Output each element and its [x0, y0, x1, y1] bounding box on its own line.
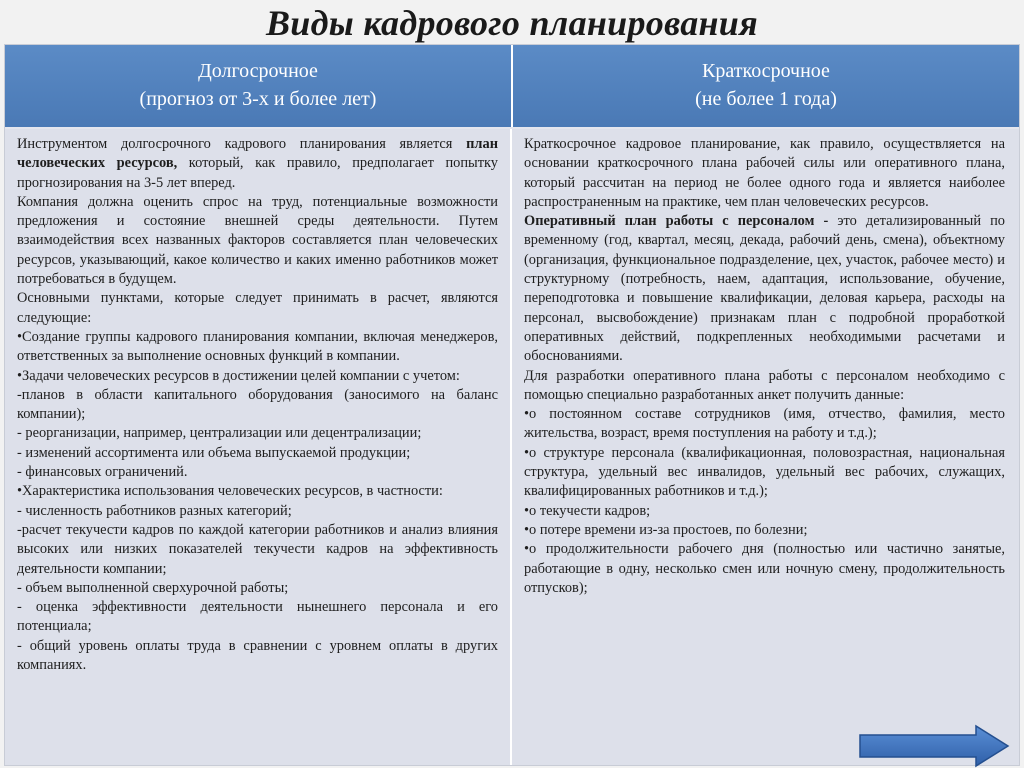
list-item: - численность работников разных категорий; — [17, 502, 292, 519]
table-header-row — [5, 45, 1019, 127]
table-body-row — [5, 129, 1019, 765]
column-header-title: Долгосрочное — [198, 60, 318, 82]
paragraph — [524, 212, 1005, 366]
comparison-table — [4, 44, 1020, 766]
list-item: •о потере времени из-за простоев, по болезни; — [524, 521, 808, 538]
text: Инструментом долгосрочного кадрового планирования является — [17, 136, 467, 152]
text: это детализированный по временному (год, квартал, месяц, декада, рабочий день, смена), объектному (организация, функциональное подразделение, цех, участок, рабочее место) и структурному (потребность, наем, адаптация, использование, обучение, переподготовка и повышение квалификации, деловая карьера, расходы на персонал, высвобождение) признакам план с подробной проработкой оперативных действий, подкрепленных необходимыми расчетами и обоснованиями. — [524, 213, 1005, 365]
column-header-long-term — [5, 45, 513, 127]
list-item: - объем выполненной сверхурочной работы; — [17, 579, 289, 596]
paragraph: Краткосрочное кадровое планирование, как правило, осуществляется на основании краткосрочного плана рабочей силы или оперативного плана, который рассчитан на период не более одного года и является наиболее распространенным на практике, чем план человеческих ресурсов. — [524, 136, 1005, 210]
text: который, как правило, предполагает попытку прогнозирования на 3-5 лет вперед. — [17, 155, 498, 191]
list-item: - общий уровень оплаты труда в сравнении с уровнем оплаты в других компаниях. — [17, 637, 498, 674]
list-item: •о текучести кадров; — [524, 502, 651, 519]
column-header-subtitle: (прогноз от 3-х и более лет) — [139, 88, 377, 110]
paragraph: Для разработки оперативного плана работы с персоналом необходимо с помощью специально разработанных анкет получить данные: — [524, 367, 1005, 403]
bold-text: план человеческих ресурсов, — [17, 136, 498, 172]
list-item: •о постоянном составе сотрудников (имя, отчество, фамилия, место жительства, возраст, время поступления на работу и т.д.); — [524, 406, 1005, 442]
paragraph: Компания должна оценить спрос на труд, потенциальные возможности предложения и состояние внешней среды деятельности. Путем взаимодействия всех названных факторов составляется план человеческих ресурсов, указывающий, какое количество и каких именно работников может потребоваться в будущем. — [17, 193, 498, 288]
list-item: - финансовых ограничений. — [17, 464, 188, 481]
slide-title: Виды кадрового планирования — [266, 3, 758, 43]
list-item: •Характеристика использования человеческих ресурсов, в частности: — [17, 483, 443, 500]
column-header-subtitle: (не более 1 года) — [695, 88, 837, 110]
column-header-title: Краткосрочное — [702, 60, 830, 82]
long-term-cell — [5, 129, 512, 765]
list-item: •Задачи человеческих ресурсов в достижении целей компании с учетом: — [17, 367, 460, 384]
list-item: •Создание группы кадрового планирования компании, включая менеджеров, ответственных за выполнение основных функций в компании. — [17, 328, 498, 365]
bold-text: Оперативный план работы с персоналом - — [524, 213, 829, 230]
right-arrow-shape — [858, 724, 1010, 768]
right-arrow-icon[interactable] — [858, 724, 1010, 768]
list-item: -планов в области капитального оборудования (заносимого на баланс компании); — [17, 386, 498, 423]
list-item: - реорганизации, например, централизации или децентрализации; — [17, 425, 422, 442]
list-item: - оценка эффективности деятельности нынешнего персонала и его потенциала; — [17, 599, 498, 635]
list-item: •о структуре персонала (квалификационная, половозрастная, национальная структура, удельный вес инвалидов, удельный вес рабочих, служащих, квалифицированных работников и т.д.); — [524, 444, 1005, 500]
paragraph — [17, 135, 498, 193]
short-term-cell — [512, 129, 1019, 765]
paragraph: Основными пунктами, которые следует принимать в расчет, являются следующие: — [17, 290, 498, 326]
column-header-short-term — [513, 45, 1019, 127]
list-item: -расчет текучести кадров по каждой категории работников и анализ влияния высоких или низких показателей текучести кадров на эффективность деятельности компании; — [17, 521, 498, 577]
list-item: - изменений ассортимента или объема выпускаемой продукции; — [17, 444, 411, 461]
list-item: •о продолжительности рабочего дня (полностью или частично занятые, работающие в одну, несколько смен или ночную смену, продолжительность отпусков); — [524, 541, 1005, 596]
